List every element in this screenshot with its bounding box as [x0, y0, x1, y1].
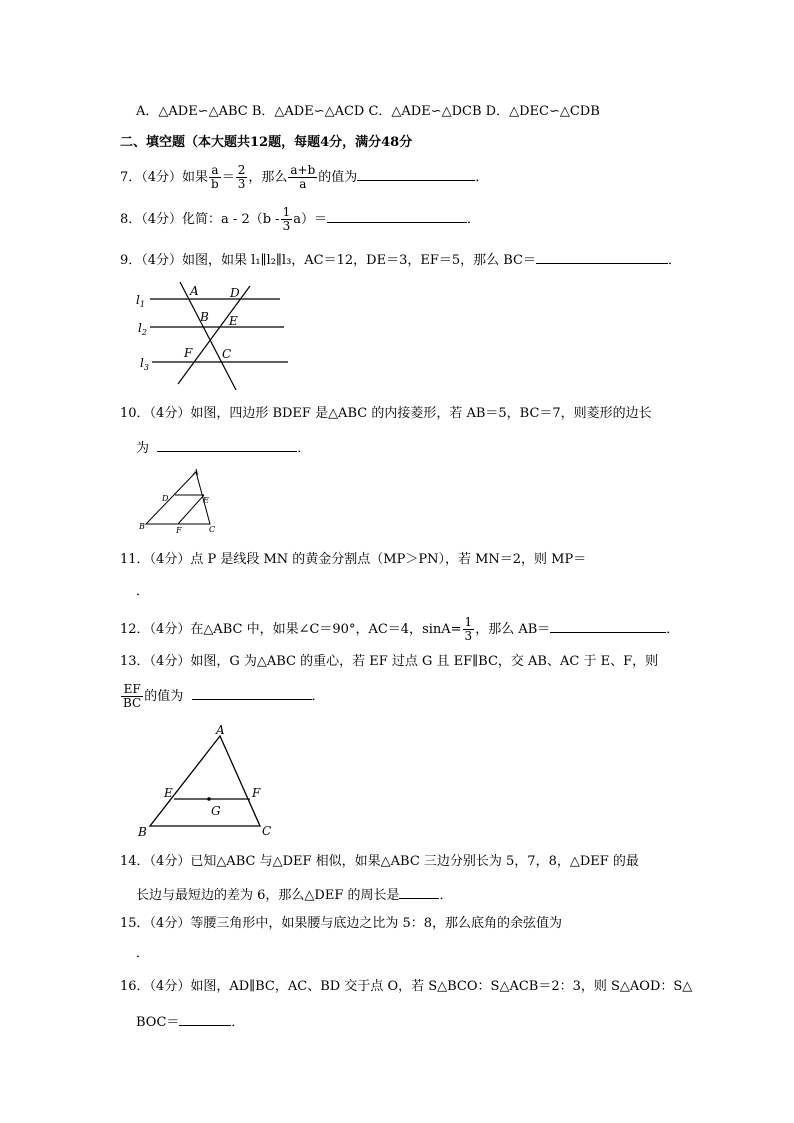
q7-f1-num: a: [209, 164, 221, 178]
svg-text:F: F: [184, 346, 193, 360]
q12-end: ．: [666, 622, 680, 637]
q12-mid: ，那么 AB＝: [475, 622, 551, 637]
question-11-line-2: ．: [136, 584, 150, 599]
q8-expr2: a）＝: [293, 212, 327, 227]
q7-fraction-2-3: [236, 164, 248, 191]
svg-text:F: F: [176, 526, 182, 535]
svg-text:D: D: [230, 286, 240, 300]
q8-fraction: [281, 206, 293, 233]
svg-text:A: A: [190, 284, 199, 298]
q9-answer-blank[interactable]: [536, 249, 668, 264]
question-13-line-2: [120, 683, 325, 710]
q7-suffix: 的值为: [318, 170, 358, 185]
svg-text:C: C: [262, 824, 272, 838]
q7-end: ．: [475, 170, 489, 185]
q12-answer-blank[interactable]: [550, 618, 666, 633]
svg-text:B: B: [200, 310, 209, 324]
svg-text:F: F: [252, 786, 261, 800]
q14-answer-blank[interactable]: [399, 884, 439, 899]
question-15-line-1: 15．（4分）等腰三角形中，如果腰与底边之比为 5：8，那么底角的余弦值为: [120, 916, 562, 931]
question-12: [120, 616, 679, 643]
q13-f-num: EF: [121, 683, 143, 697]
q14-end: ．: [439, 888, 453, 903]
q7-prefix: 7．（4分）如果: [120, 170, 209, 185]
q7-f2-num: 2: [237, 163, 246, 177]
question-9: [120, 249, 681, 270]
q7-f3-num: a+b: [290, 163, 316, 177]
q14-line2: 长边与最短边的差为 6，那么△DEF 的周长是: [136, 888, 400, 903]
question-16-line-2: [136, 1011, 244, 1032]
q16-answer-blank[interactable]: [179, 1011, 231, 1026]
question-8: [120, 206, 480, 233]
question-16-line-1: 16．（4分）如图，AD∥BC，AC、BD 交于点 O，若 S△BCO：S△ACB＝2：3，则 S△AOD：S△: [120, 979, 693, 994]
q16-end: ．: [231, 1015, 245, 1030]
svg-text:A: A: [216, 723, 225, 737]
q13-end: ．: [311, 689, 325, 704]
svg-text:E: E: [164, 786, 173, 800]
q12-f-den: 3: [464, 629, 473, 643]
q9-parallel-lines-figure: [132, 280, 292, 392]
svg-text:D: D: [162, 494, 169, 503]
q7-fraction-apb-a: [288, 164, 317, 191]
q9-end: ．: [668, 253, 682, 268]
q8-expr1: a - 2（b -: [221, 212, 280, 227]
svg-text:E: E: [203, 496, 209, 505]
q7-answer-blank[interactable]: [357, 166, 475, 181]
question-15-line-2: ．: [136, 946, 150, 961]
svg-text:B: B: [138, 825, 147, 839]
q7-fraction-a-b: [209, 164, 221, 191]
question-10-line-1: 10．（4分）如图，四边形 BDEF 是△ABC 的内接菱形，若 AB＝5，BC＝7，则菱形的边长: [120, 406, 652, 421]
svg-text:A: A: [193, 468, 199, 477]
q6-options: A．△ADE∽△ABC B．△ADE∽△ACD C．△ADE∽△DCB D．△DEC∽△CDB: [136, 104, 600, 119]
q13-answer-blank[interactable]: [192, 685, 312, 700]
svg-text:l1: $l_1$: [136, 293, 145, 309]
q8-answer-blank[interactable]: [327, 208, 467, 223]
question-10-line-2: [136, 437, 310, 458]
q8-end: ．: [466, 212, 480, 227]
svg-text:G: G: [211, 804, 221, 818]
q10-rhombus-figure: [138, 466, 222, 536]
question-14-line-2: [136, 884, 452, 905]
q13-line2: 的值为: [144, 689, 184, 704]
svg-text:C: C: [222, 347, 232, 361]
question-11-line-1: 11．（4分）点 P 是线段 MN 的黄金分割点（MP＞PN），若 MN＝2，则 MP＝: [120, 552, 587, 567]
q12-f-num: 1: [464, 615, 473, 629]
q13-fraction: [121, 683, 143, 710]
section-title: 二、填空题（本大题共12题，每题4分，满分48分: [120, 135, 413, 150]
q10-end: ．: [297, 441, 311, 456]
q7-eq: ＝: [221, 170, 235, 185]
q8-f-num: 1: [282, 205, 291, 219]
svg-text:C: C: [209, 525, 216, 534]
q9-text: 9．（4分）如图，如果 l₁∥l₂∥l₃，AC＝12，DE＝3，EF＝5，那么 BC＝: [120, 253, 537, 268]
q16-line2: BOC＝: [136, 1015, 180, 1030]
q7-f2-den: 3: [237, 177, 246, 191]
q13-f-den: BC: [123, 696, 142, 710]
question-13-line-1: 13．（4分）如图，G 为△ABC 的重心，若 EF 过点 G 且 EF∥BC，交 AB、AC 于 E、F，则: [120, 654, 659, 669]
q8-f-den: 3: [282, 219, 291, 233]
q7-f3-den: a: [299, 177, 307, 191]
q7-mid: ，那么: [248, 170, 288, 185]
q13-centroid-figure: [134, 722, 284, 840]
question-14-line-1: 14．（4分）已知△ABC 与△DEF 相似，如果△ABC 三边分别长为 5，7，8，△DEF 的最: [120, 854, 639, 869]
svg-text:E: E: [229, 314, 238, 328]
q12-prefix: 12．（4分）在△ABC 中，如果∠C＝90°，AC＝4，: [120, 622, 423, 637]
q12-fraction: [463, 616, 475, 643]
question-7: [120, 164, 488, 191]
q7-f1-den: b: [211, 177, 219, 191]
q12-sin: sinA=: [422, 622, 462, 637]
svg-text:l2: $l_2$: [138, 321, 147, 337]
svg-text:l3: $l_3$: [140, 356, 149, 372]
q8-prefix: 8．（4分）化简：: [120, 212, 222, 227]
svg-text:B: B: [139, 522, 145, 531]
q10-answer-blank[interactable]: [157, 437, 297, 452]
q10-line2: 为: [136, 441, 150, 456]
